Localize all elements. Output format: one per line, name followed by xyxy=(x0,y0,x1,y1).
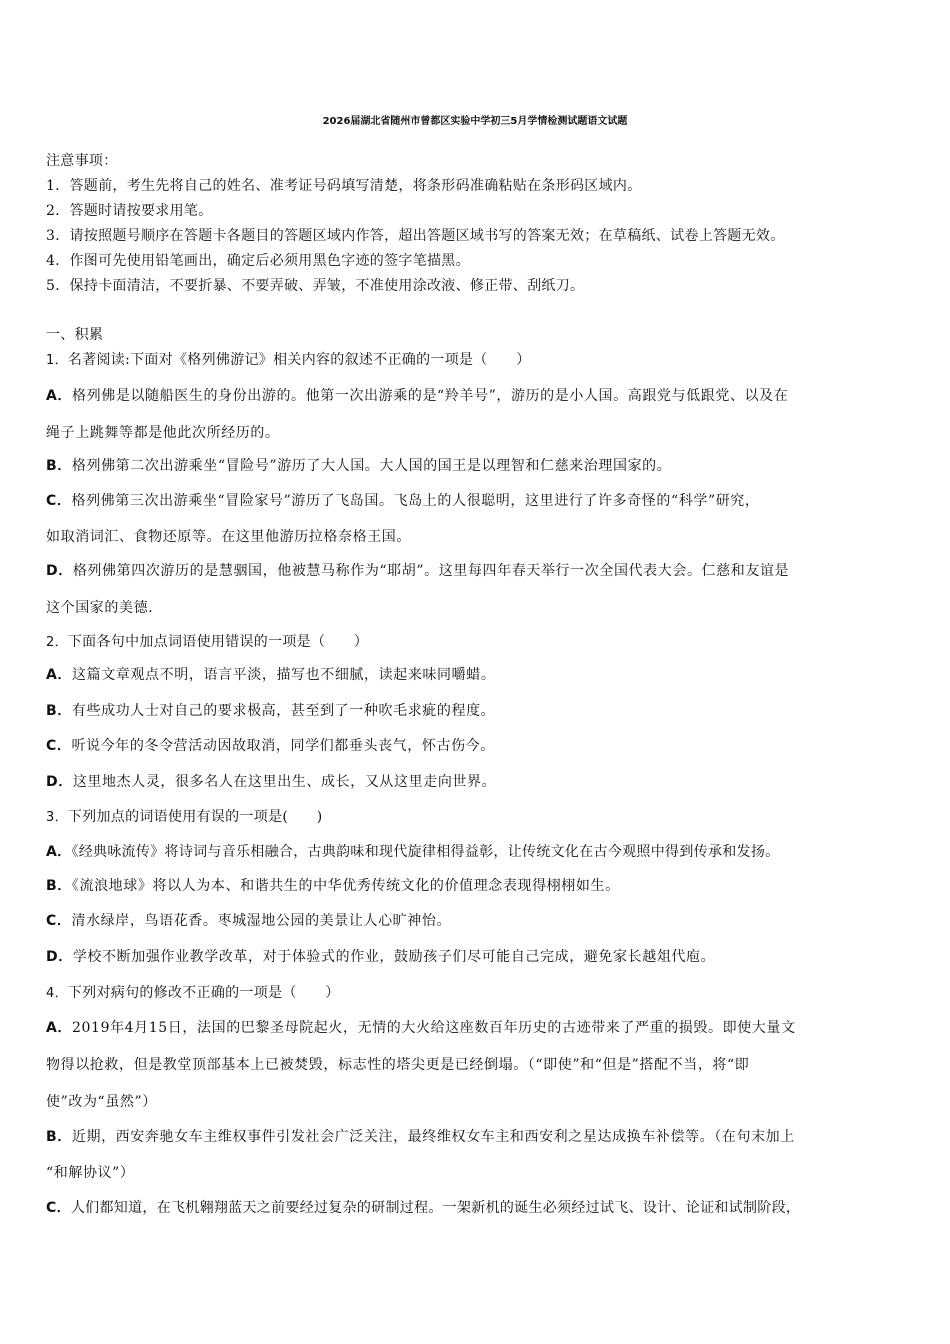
q1-option-a-text-1: 格列佛是以随船医生的身份出游的。他第一次出游乘的是“羚羊号”，游历的是小人国。高跟党与低跟党、以及在 xyxy=(72,388,789,404)
q2-option-b-text: 有些成功人士对自己的要求极高，甚至到了一种吹毛求疵的程度。 xyxy=(71,703,496,719)
q4-option-c xyxy=(46,1199,800,1217)
q3-option-a-text: 《经典咏流传》将诗词与音乐相融合，古典韵味和现代旋律相得益彰，让传统文化在古今观照中得到传承和发扬。 xyxy=(71,844,780,860)
q4-option-b-label: B． xyxy=(46,1129,72,1145)
q3-option-d-text: 学校不断加强作业教学改革，对于体验式的作业，鼓励孩子们尽可能自己完成，避免家长越俎代庖。 xyxy=(72,949,716,965)
q2-number: 2． xyxy=(46,635,68,650)
q3-option-d xyxy=(46,948,715,966)
q1-option-c xyxy=(46,492,760,510)
notice-heading: 注意事项： xyxy=(46,153,118,169)
q2-option-c xyxy=(46,737,495,755)
q1-option-a xyxy=(46,387,788,405)
q3-option-c-label: C． xyxy=(46,913,72,929)
q1-stem-line xyxy=(46,351,531,370)
q2-option-d-text: 这里地杰人灵，很多名人在这里出生、成长，又从这里走向世界。 xyxy=(72,774,497,790)
q2-option-b xyxy=(46,702,495,720)
q1-option-b-text: 格列佛第二次出游乘坐“冒险号”游历了大人国。大人国的国王是以理智和仁慈来治理国家的。 xyxy=(71,458,672,474)
q2-option-a-text: 这篇文章观点不明，语言平淡，描写也不细腻，读起来味同嚼蜡。 xyxy=(72,667,496,683)
q4-option-a-text-3: 使”改为“虽然”） xyxy=(46,1094,157,1110)
q3-option-b-label: B． xyxy=(46,878,72,894)
q2-option-d-label: D． xyxy=(46,774,73,790)
page-title: 2026届湖北省随州市曾都区实验中学初三5月学情检测试题语文试题 xyxy=(322,116,628,127)
q4-option-a xyxy=(46,1019,796,1037)
q1-option-b-label: B． xyxy=(46,458,72,474)
q1-stem: 名著阅读:下面对《格列佛游记》相关内容的叙述不正确的一项是（ ） xyxy=(67,352,531,368)
q1-number: 1． xyxy=(46,353,68,368)
q4-stem-line xyxy=(46,984,340,1003)
q2-option-c-text: 听说今年的冬令营活动因故取消，同学们都垂头丧气，怀古伤今。 xyxy=(71,738,495,754)
q3-stem: 下列加点的词语使用有误的一项是( ) xyxy=(67,809,323,825)
q4-option-b-text-1: 近期，西安奔驰女车主维权事件引发社会广泛关注，最终维权女车主和西安利之星达成换车补偿等。（在句末加上 xyxy=(71,1129,795,1145)
q1-option-c-label: C． xyxy=(46,493,72,509)
q3-option-b xyxy=(46,877,620,895)
q1-option-c-text-2: 如取消词汇、食物还原等。在这里他游历拉格奈格王国。 xyxy=(46,529,411,545)
q3-stem-line xyxy=(46,808,323,827)
q2-option-a xyxy=(46,666,495,684)
notice-item-5: 5．保持卡面清洁，不要折暴、不要弄破、弄皱，不准使用涂改液、修正带、刮纸刀。 xyxy=(46,278,585,294)
q1-option-b xyxy=(46,457,671,475)
q4-number: 4． xyxy=(46,986,68,1001)
q2-option-c-label: C． xyxy=(46,738,72,754)
q3-option-a xyxy=(46,843,779,861)
notice-item-3: 3．请按照题号顺序在答题卡各题目的答题区域内作答，超出答题区域书写的答案无效；在草稿纸、试卷上答题无效。 xyxy=(46,228,785,244)
q4-option-a-text-2: 物得以抢救，但是教堂顶部基本上已被焚毁，标志性的塔尖更是已经倒塌。（“即使”和“但是”搭配不当，将“即 xyxy=(46,1057,750,1073)
q1-option-d-label: D． xyxy=(46,563,73,579)
q3-option-b-text: 《流浪地球》将以人为本、和谐共生的中华优秀传统文化的价值理念表现得栩栩如生。 xyxy=(71,878,620,894)
notice-item-4: 4．作图可先使用铅笔画出，确定后必须用黑色字迹的签字笔描黑。 xyxy=(46,253,470,269)
q4-option-b-text-2: “和解协议”） xyxy=(46,1165,135,1181)
q4-option-c-text-1: 人们都知道，在飞机翱翔蓝天之前要经过复杂的研制过程。一架新机的诞生必须经过试飞、设计、论证和试制阶段， xyxy=(70,1200,801,1216)
q1-option-a-text-2: 绳子上跳舞等都是他此次所经历的。 xyxy=(46,425,280,441)
q4-stem: 下列对病句的修改不正确的一项是（ ） xyxy=(67,985,340,1001)
q2-stem: 下面各句中加点词语使用错误的一项是（ ） xyxy=(67,634,369,650)
notice-item-1: 1．答题前，考生先将自己的姓名、准考证号码填写清楚，将条形码准确粘贴在条形码区域内。 xyxy=(46,178,642,194)
q4-option-a-text-1: 2019年4月15日，法国的巴黎圣母院起火，无情的大火给这座数百年历史的古迹带来了严重的损毁。即使大量文 xyxy=(72,1020,796,1036)
q3-option-c xyxy=(46,912,451,930)
notice-item-2: 2．答题时请按要求用笔。 xyxy=(46,203,213,219)
q4-option-b xyxy=(46,1128,795,1146)
q2-stem-line xyxy=(46,633,368,652)
q1-option-d-text-1: 格列佛第四次游历的是慧骃国，他被慧马称作为“耶胡”。这里每四年春天举行一次全国代表大会。仁慈和友谊是 xyxy=(72,563,790,579)
q3-option-d-label: D． xyxy=(46,949,73,965)
q4-option-a-label: A． xyxy=(46,1020,73,1036)
q1-option-d xyxy=(46,562,789,580)
q2-option-b-label: B． xyxy=(46,703,72,719)
q3-option-a-label: A． xyxy=(46,844,72,860)
q4-option-c-label: C． xyxy=(46,1200,71,1216)
q2-option-d xyxy=(46,773,496,791)
q1-option-d-text-2: 这个国家的美德. xyxy=(46,600,154,616)
q3-number: 3． xyxy=(46,810,68,825)
q1-option-c-text-1: 格列佛第三次出游乘坐“冒险家号”游历了飞岛国。飞岛上的人很聪明，这里进行了许多奇怪的“科学”研究， xyxy=(71,493,760,509)
q1-option-a-label: A． xyxy=(46,388,73,404)
section-heading: 一、积累 xyxy=(46,327,104,343)
q3-option-c-text: 清水绿岸，鸟语花香。枣城湿地公园的美景让人心旷神怡。 xyxy=(71,913,452,929)
q2-option-a-label: A． xyxy=(46,667,73,683)
